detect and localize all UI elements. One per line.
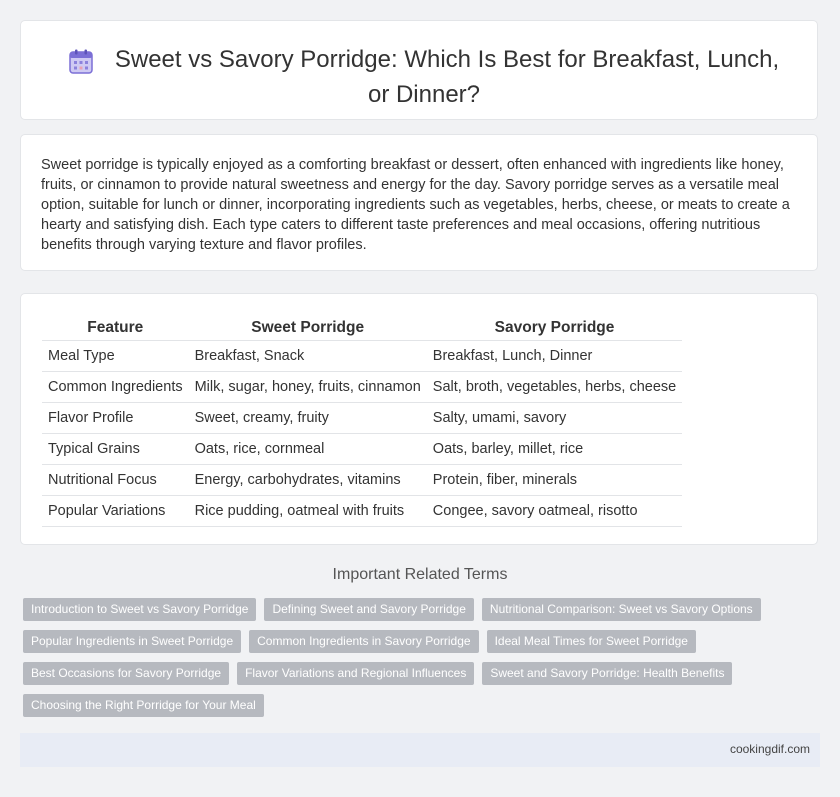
related-term-link[interactable]: Common Ingredients in Savory Porridge — [249, 630, 478, 653]
comparison-table — [42, 316, 682, 527]
comparison-card — [20, 293, 818, 545]
table-cell: Flavor Profile — [42, 403, 189, 434]
related-term-link[interactable]: Introduction to Sweet vs Savory Porridge — [23, 598, 256, 621]
table-cell: Protein, fiber, minerals — [427, 465, 682, 496]
table-row — [42, 465, 682, 496]
table-cell: Salty, umami, savory — [427, 403, 682, 434]
table-row — [42, 434, 682, 465]
table-cell: Milk, sugar, honey, fruits, cinnamon — [189, 372, 427, 403]
related-terms-list — [23, 598, 803, 717]
related-term-link[interactable]: Nutritional Comparison: Sweet vs Savory Options — [482, 598, 761, 621]
intro-card — [20, 134, 818, 271]
table-cell: Nutritional Focus — [42, 465, 189, 496]
table-cell: Breakfast, Snack — [189, 341, 427, 372]
footer — [20, 733, 820, 767]
page-title: Sweet vs Savory Porridge: Which Is Best for Breakfast, Lunch, or Dinner? — [114, 46, 780, 108]
header-savory: Savory Porridge — [427, 316, 682, 341]
table-row — [42, 403, 682, 434]
related-term-link[interactable]: Sweet and Savory Porridge: Health Benefits — [482, 662, 732, 685]
related-term-link[interactable]: Ideal Meal Times for Sweet Porridge — [487, 630, 696, 653]
related-term-link[interactable]: Defining Sweet and Savory Porridge — [264, 598, 473, 621]
title-card — [20, 20, 818, 120]
table-cell: Breakfast, Lunch, Dinner — [427, 341, 682, 372]
page-header — [61, 45, 787, 110]
header-sweet: Sweet Porridge — [189, 316, 427, 341]
table-cell: Meal Type — [42, 341, 189, 372]
footer-site-name: cookingdif.com — [729, 742, 810, 756]
table-cell: Rice pudding, oatmeal with fruits — [189, 496, 427, 527]
table-cell: Energy, carbohydrates, vitamins — [189, 465, 427, 496]
table-cell: Congee, savory oatmeal, risotto — [427, 496, 682, 527]
table-cell: Sweet, creamy, fruity — [189, 403, 427, 434]
calendar-icon — [69, 49, 93, 80]
intro-paragraph: Sweet porridge is typically enjoyed as a comforting breakfast or dessert, often enhanced with ingredients like honey, fruits, or cinnamon to provide natural sweetness and energy for the day. Savory porridge serves as a versatile meal option, suitable for lunch or dinner, incorporating ingredients such as vegetables, herbs, cheese, or meats to create a hearty and satisfying dish. Each type caters to different taste preferences and meal occasions, offering nutritious benefits through varying texture and flavor profiles. — [41, 157, 790, 253]
related-term-link[interactable]: Popular Ingredients in Sweet Porridge — [23, 630, 241, 653]
table-cell: Oats, barley, millet, rice — [427, 434, 682, 465]
related-term-link[interactable]: Choosing the Right Porridge for Your Meal — [23, 694, 264, 717]
related-term-link[interactable]: Flavor Variations and Regional Influences — [237, 662, 474, 685]
table-header-row — [42, 316, 682, 341]
header-feature: Feature — [42, 316, 189, 341]
table-row — [42, 496, 682, 527]
table-row — [42, 341, 682, 372]
related-term-link[interactable]: Best Occasions for Savory Porridge — [23, 662, 229, 685]
table-cell: Typical Grains — [42, 434, 189, 465]
related-terms-heading: Important Related Terms — [332, 566, 508, 583]
table-cell: Salt, broth, vegetables, herbs, cheese — [427, 372, 682, 403]
table-cell: Oats, rice, cornmeal — [189, 434, 427, 465]
table-row — [42, 372, 682, 403]
table-cell: Popular Variations — [42, 496, 189, 527]
table-cell: Common Ingredients — [42, 372, 189, 403]
